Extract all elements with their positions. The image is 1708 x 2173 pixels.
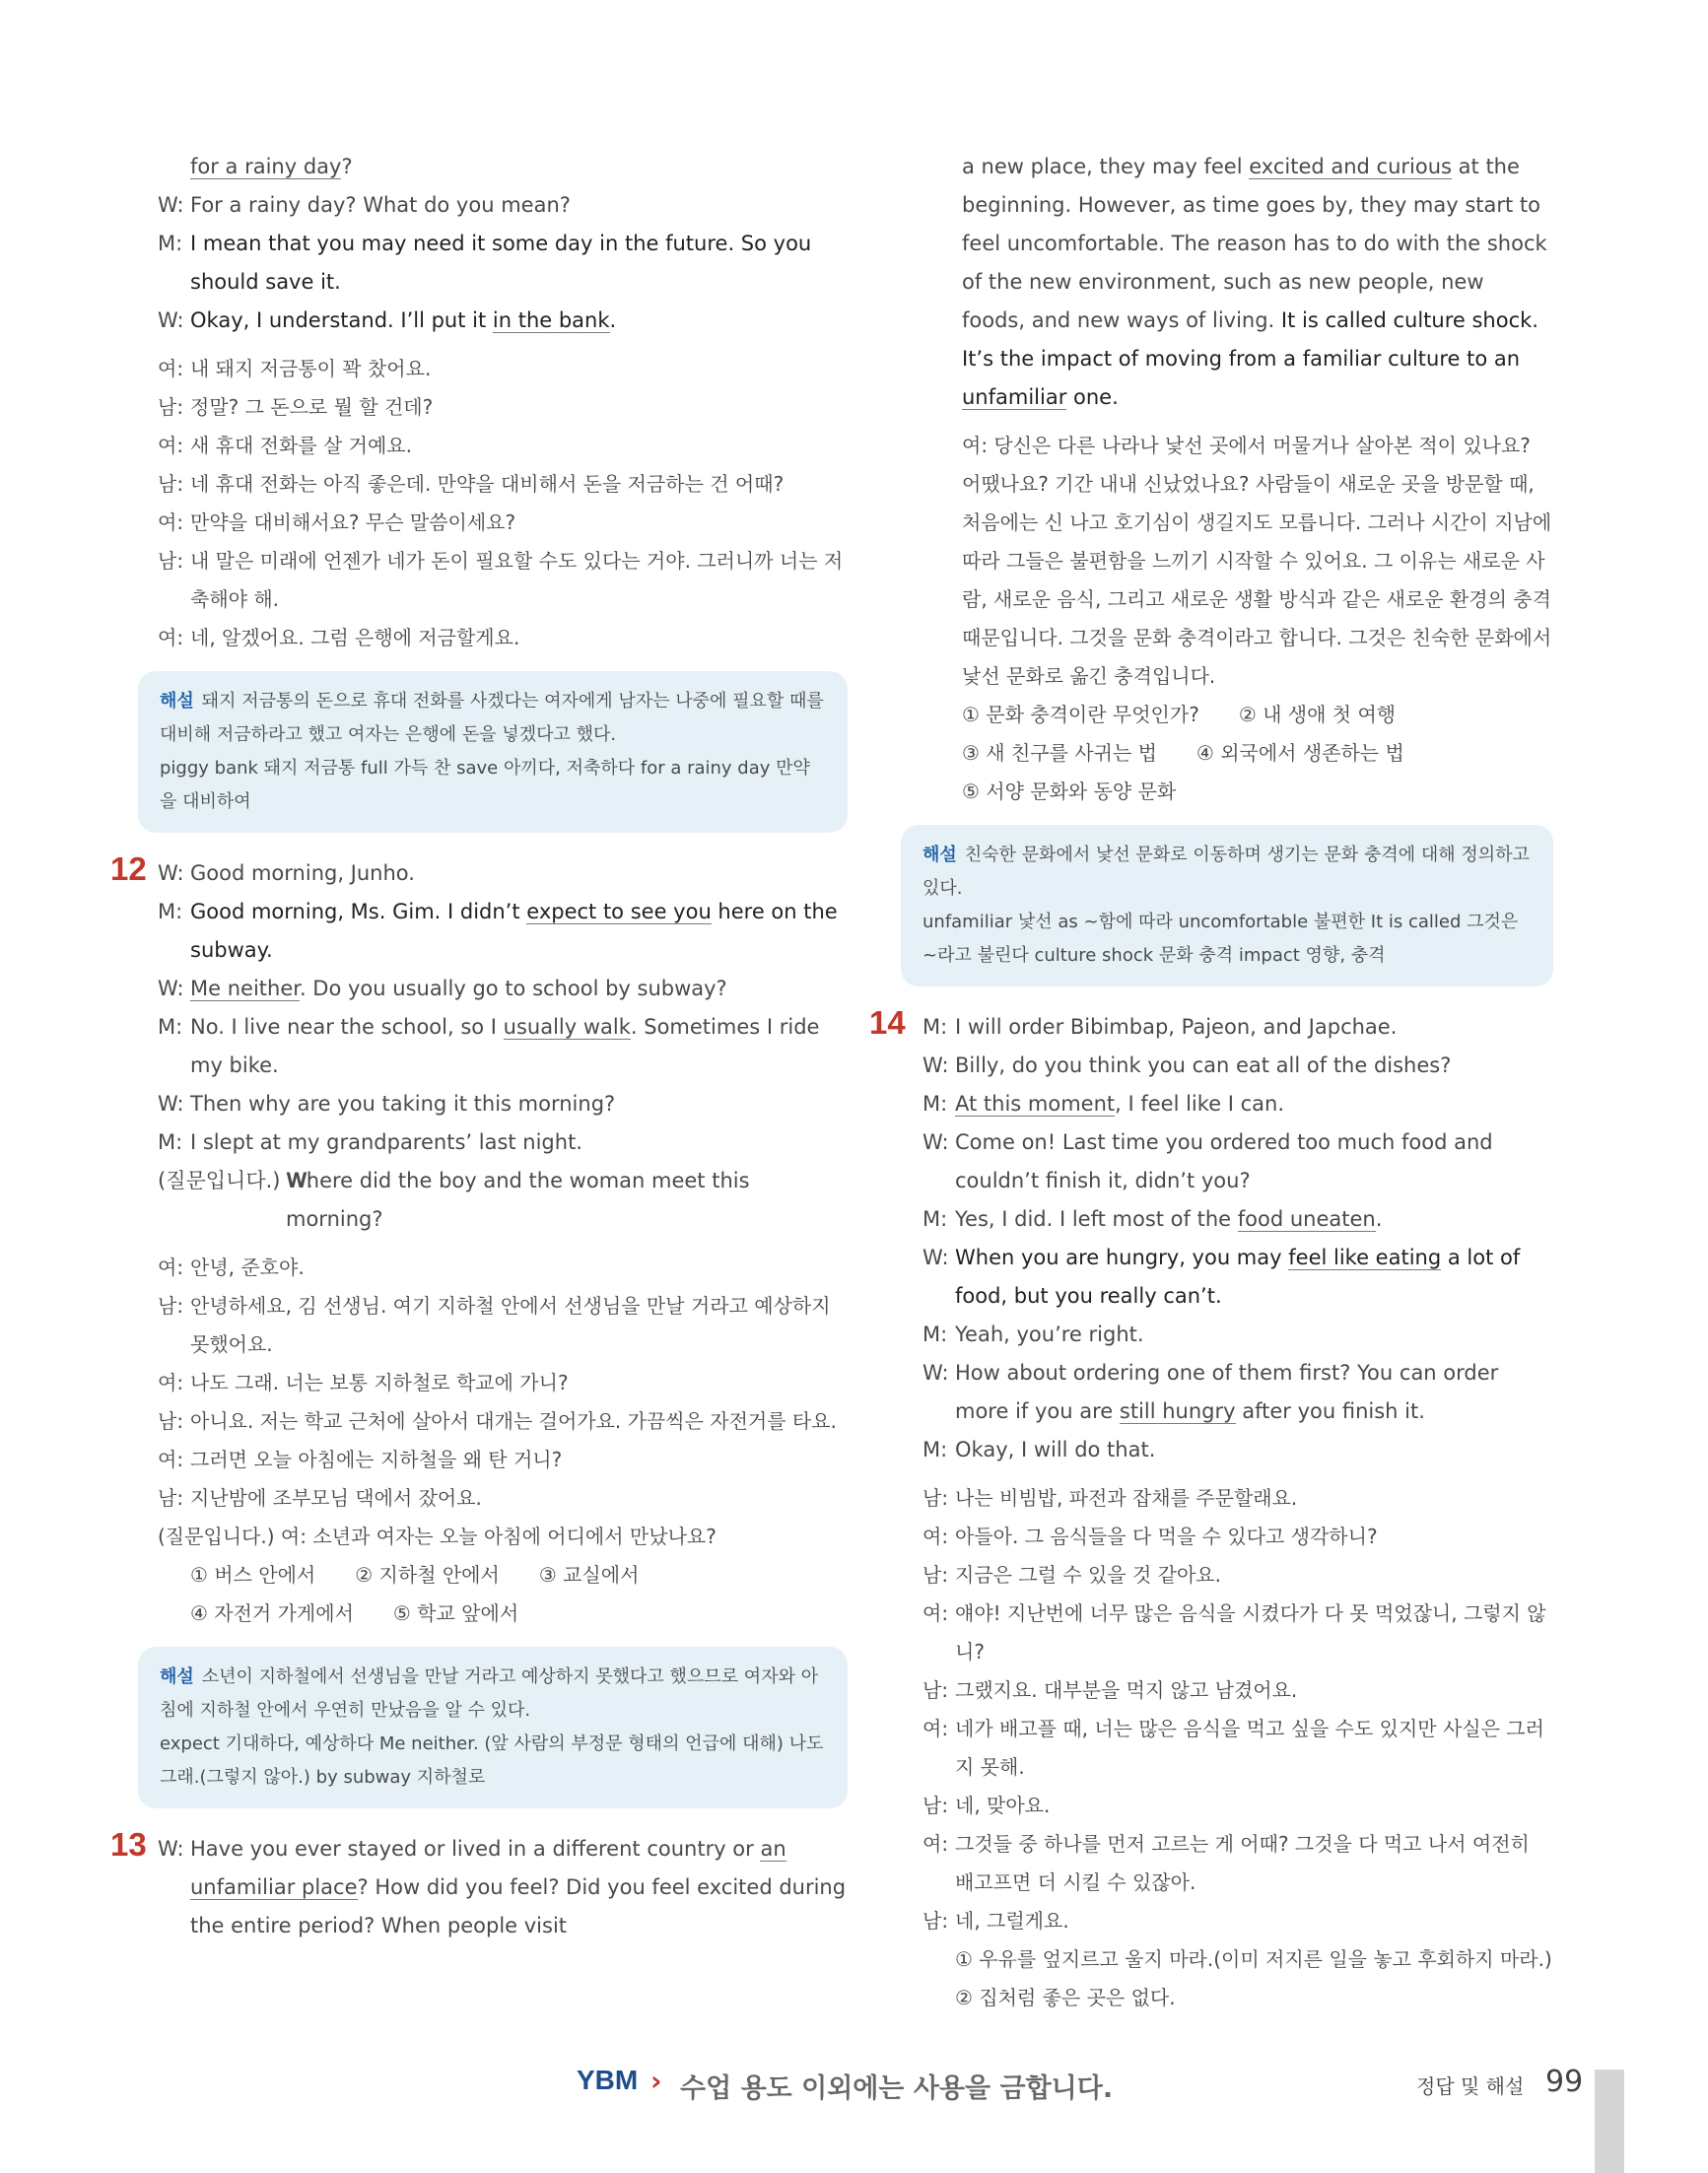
answer-option: ⑤ 서양 문화와 동양 문화 bbox=[962, 780, 1177, 803]
answer-option: ④ 자전거 가게에서 bbox=[190, 1601, 354, 1625]
line-text: For a rainy day? What do you mean? bbox=[190, 193, 571, 217]
speaker: M: bbox=[158, 1130, 183, 1154]
dialogue-line bbox=[158, 148, 848, 186]
line-text: 내 돼지 저금통이 꽉 찼어요. bbox=[190, 357, 432, 380]
translation-line bbox=[922, 1479, 1553, 1518]
translation-line bbox=[158, 1402, 848, 1441]
speaker: W: bbox=[922, 1361, 949, 1385]
line-text: Have you ever stayed or lived in a different country or an unfamiliar place? How did you feel? Did you feel excited during the entire period? When people visit bbox=[190, 1837, 847, 1937]
line-text: At this moment, I feel like I can. bbox=[955, 1092, 1285, 1116]
line-text: How about ordering one of them first? You can order more if you are still hungry after you finish it. bbox=[955, 1361, 1499, 1423]
line-text: a new place, they may feel excited and curious at the beginning. However, as time goes by, they may start to feel uncomfortable. The reason has to do with the shock of the new environment, such as new people, new foods, and new ways of living. It is called culture shock. It’s the impact of moving from a familiar culture to an unfamiliar one. bbox=[962, 155, 1547, 409]
question-text: Where did the boy and the woman meet this morning? bbox=[286, 1169, 750, 1231]
vocab-list: expect 기대하다, 예상하다 Me neither. (앞 사람의 부정문 형태의 언급에 대해) 나도 그래.(그렇지 않아.) by subway 지하철로 bbox=[160, 1733, 824, 1788]
translation-line bbox=[922, 1518, 1553, 1556]
line-text: 내 말은 미래에 언젠가 네가 돈이 필요할 수도 있다는 거야. 그러니까 너는 저축해야 해. bbox=[190, 549, 844, 611]
line-text: 네 휴대 전화는 아직 좋은데. 만약을 대비해서 돈을 저금하는 건 어때? bbox=[190, 472, 785, 496]
explanation-head: 해설 bbox=[922, 845, 957, 865]
translation-line bbox=[158, 1287, 848, 1364]
question-label: (질문입니다.) W: bbox=[158, 1169, 313, 1192]
speaker: M: bbox=[922, 1438, 948, 1461]
translation-line bbox=[158, 350, 848, 388]
line-text: 안녕, 준호야. bbox=[190, 1256, 305, 1279]
question-12 bbox=[110, 850, 848, 1808]
translation-line bbox=[158, 1249, 848, 1287]
translation-11 bbox=[158, 350, 848, 657]
line-text: for a rainy day? bbox=[190, 155, 353, 178]
line-text: Billy, do you think you can eat all of the dishes? bbox=[955, 1053, 1452, 1077]
answer-option: ② 지하철 안에서 bbox=[355, 1563, 500, 1587]
explanation-text: 친숙한 문화에서 낯선 문화로 이동하며 생기는 문화 충격에 대해 정의하고 있다. bbox=[922, 845, 1530, 899]
ybm-logo: YBM bbox=[577, 2065, 639, 2095]
explanation-box-11 bbox=[138, 671, 848, 833]
dialogue-line bbox=[158, 302, 848, 340]
speaker: 남: bbox=[158, 1409, 184, 1433]
explanation-head: 해설 bbox=[160, 691, 194, 712]
question-13 bbox=[110, 1826, 848, 1945]
speaker: W: bbox=[922, 1130, 949, 1154]
translation-line bbox=[158, 1364, 848, 1402]
question-number: 12 bbox=[110, 850, 147, 887]
line-text: Come on! Last time you ordered too much food and couldn’t finish it, didn’t you? bbox=[955, 1130, 1493, 1192]
line-text: No. I live near the school, so I usually walk. Sometimes I ride my bike. bbox=[190, 1015, 820, 1077]
line-text: 얘야! 지난번에 너무 많은 음식을 시켰다가 다 못 먹었잖니, 그렇지 않니? bbox=[955, 1601, 1546, 1664]
speaker: 여: bbox=[922, 1525, 949, 1548]
line-text: When you are hungry, you may feel like eating a lot of food, but you really can’t. bbox=[955, 1246, 1521, 1308]
line-text: 네, 맞아요. bbox=[955, 1794, 1051, 1817]
speaker: M: bbox=[158, 1015, 183, 1039]
speaker: M: bbox=[922, 1092, 948, 1116]
page-label: 정답 및 해설 bbox=[1416, 2074, 1525, 2098]
speaker: M: bbox=[922, 1323, 948, 1346]
speaker: 여: bbox=[158, 510, 184, 534]
dialogue-line bbox=[922, 1047, 1553, 1085]
answer-option: ② 내 생애 첫 여행 bbox=[1238, 703, 1397, 726]
dialogue-12 bbox=[158, 854, 848, 1162]
translation-line bbox=[158, 465, 848, 504]
speaker: W: bbox=[158, 193, 184, 217]
speaker: 남: bbox=[158, 549, 184, 573]
explanation-box-12 bbox=[138, 1647, 848, 1808]
dialogue-line bbox=[158, 970, 848, 1008]
speaker: W: bbox=[922, 1246, 949, 1269]
speaker: 남: bbox=[158, 1486, 184, 1510]
answer-option: ③ 새 친구를 사귀는 법 bbox=[962, 741, 1157, 765]
speaker: 여: bbox=[922, 1832, 949, 1856]
footer bbox=[0, 2065, 1708, 2104]
line-text: Okay, I will do that. bbox=[955, 1438, 1156, 1461]
line-text: Yes, I did. I left most of the food uneaten. bbox=[955, 1207, 1383, 1231]
dialogue-line bbox=[158, 893, 848, 970]
speaker: 남: bbox=[158, 472, 184, 496]
answer-option: ① 버스 안에서 bbox=[190, 1563, 316, 1587]
speaker: 여: bbox=[922, 1717, 949, 1740]
answer-option: ① 우유를 엎지르고 울지 마라.(이미 저지른 일을 놓고 후회하지 마라.) bbox=[955, 1947, 1552, 1971]
question-line bbox=[158, 1162, 848, 1239]
translation-line bbox=[158, 542, 848, 619]
line-text: Then why are you taking it this morning? bbox=[190, 1092, 616, 1116]
translation-line bbox=[158, 1479, 848, 1518]
answer-option: ④ 외국에서 생존하는 법 bbox=[1196, 741, 1404, 765]
translation-line bbox=[922, 1787, 1553, 1825]
line-text: 그랬지요. 대부분을 먹지 않고 남겼어요. bbox=[955, 1678, 1298, 1702]
line-text: Good morning, Junho. bbox=[190, 861, 415, 885]
speaker: W: bbox=[158, 1092, 184, 1116]
translation-line bbox=[922, 1595, 1553, 1671]
line-text: I slept at my grandparents’ last night. bbox=[190, 1130, 582, 1154]
line-text: 새 휴대 전화를 살 거예요. bbox=[190, 434, 412, 457]
dialogue-14 bbox=[922, 1008, 1553, 1469]
dialogue-line bbox=[158, 1008, 848, 1085]
line-text: 만약을 대비해서요? 무슨 말씀이세요? bbox=[190, 510, 516, 534]
dialogue-line bbox=[922, 1431, 1553, 1469]
translation-line bbox=[158, 427, 848, 465]
line-text: 네, 알겠어요. 그럼 은행에 저금할게요. bbox=[190, 626, 520, 649]
speaker: 여: bbox=[922, 1601, 949, 1625]
question-13-continued bbox=[893, 148, 1553, 417]
speaker: 여: bbox=[158, 434, 184, 457]
translation-line bbox=[922, 1710, 1553, 1787]
line-text: I mean that you may need it some day in the future. So you should save it. bbox=[190, 232, 812, 294]
line-text: 아들아. 그 음식들을 다 먹을 수 있다고 생각하니? bbox=[955, 1525, 1378, 1548]
line-text: 그러면 오늘 아침에는 지하철을 왜 탄 거니? bbox=[190, 1448, 563, 1471]
speaker: W: bbox=[158, 1837, 184, 1861]
speaker: W: bbox=[158, 861, 184, 885]
dialogue-11 bbox=[158, 148, 848, 340]
answer-option: ⑤ 학교 앞에서 bbox=[392, 1601, 519, 1625]
dialogue-line bbox=[158, 1830, 848, 1945]
question-14 bbox=[869, 1004, 1553, 2017]
translation-line bbox=[922, 1671, 1553, 1710]
speaker: M: bbox=[158, 232, 183, 255]
line-text: 지난밤에 조부모님 댁에서 잤어요. bbox=[190, 1486, 482, 1510]
speaker: M: bbox=[922, 1207, 948, 1231]
line-text: 네가 배고플 때, 너는 많은 음식을 먹고 싶을 수도 있지만 사실은 그러지 못해. bbox=[955, 1717, 1544, 1779]
speaker: W: bbox=[158, 977, 184, 1000]
options-13 bbox=[893, 696, 1553, 811]
translation-line bbox=[158, 619, 848, 657]
speaker: W: bbox=[922, 1053, 949, 1077]
translation-line bbox=[922, 1825, 1553, 1902]
speaker: 여: bbox=[158, 626, 184, 649]
speaker: 남: bbox=[158, 1294, 184, 1318]
translation-text: 여: 당신은 다른 나라나 낯선 곳에서 머물거나 살아본 적이 있나요? 어땠나요? 기간 내내 신났었나요? 사람들이 새로운 곳을 방문할 때, 처음에는 신 나고 호기심이 생길지도 모릅니다. 그러나 시간이 지남에 따라 그들은 불편함을 느끼기 시작할 수 있어요. 그 이유는 새로운 사람, 새로운 음식, 그리고 새로운 생활 방식과 같은 새로운 환경의 충격 때문입니다. 그것을 문화 충격이라고 합니다. 그것은 친숙한 문화에서 낯선 문화로 옮긴 충격입니다. bbox=[962, 434, 1552, 688]
translation-line bbox=[922, 1556, 1553, 1595]
options-12 bbox=[158, 1556, 848, 1633]
translation-14 bbox=[922, 1479, 1553, 1940]
dialogue-line bbox=[922, 1354, 1553, 1431]
page-edge-tab bbox=[1595, 2070, 1624, 2173]
speaker: 남: bbox=[922, 1794, 949, 1817]
line-text: Good morning, Ms. Gim. I didn’t expect to see you here on the subway. bbox=[190, 900, 838, 962]
chevron-right-icon: › bbox=[650, 2065, 662, 2097]
explanation-box-13 bbox=[901, 825, 1553, 986]
translation-line bbox=[158, 388, 848, 427]
usage-notice: 수업 용도 이외에는 사용을 금합니다. bbox=[680, 2073, 1114, 2104]
dialogue-line bbox=[922, 1316, 1553, 1354]
dialogue-line bbox=[158, 1085, 848, 1123]
translation-line bbox=[158, 1441, 848, 1479]
line-text: 나는 비빔밥, 파전과 잡채를 주문할래요. bbox=[955, 1486, 1298, 1510]
speaker: 여: bbox=[158, 1256, 184, 1279]
options-14 bbox=[922, 1940, 1553, 2017]
line-text: 그것들 중 하나를 먼저 고르는 게 어때? 그것을 다 먹고 나서 여전히 배고프면 더 시킬 수 있잖아. bbox=[955, 1832, 1530, 1894]
explanation-text: 돼지 저금통의 돈으로 휴대 전화를 사겠다는 여자에게 남자는 나중에 필요할 때를 대비해 저금하라고 했고 여자는 은행에 돈을 넣겠다고 했다. bbox=[160, 691, 824, 745]
line-text: 네, 그럴게요. bbox=[955, 1909, 1069, 1933]
line-text: Okay, I understand. I’ll put it in the bank. bbox=[190, 308, 617, 332]
vocab-list: unfamiliar 낯선 as ~함에 따라 uncomfortable 불편한 It is called 그것은 ~라고 불린다 culture shock 문화 충격 impact 영향, 충격 bbox=[922, 912, 1519, 966]
translation-line: (질문입니다.) 여: 소년과 여자는 오늘 아침에 어디에서 만났나요? bbox=[158, 1525, 717, 1548]
speaker: 남: bbox=[922, 1563, 949, 1587]
line-text: 안녕하세요, 김 선생님. 여기 지하철 안에서 선생님을 만날 거라고 예상하지 못했어요. bbox=[190, 1294, 831, 1356]
question-number: 14 bbox=[869, 1004, 906, 1041]
speaker: 여: bbox=[158, 1448, 184, 1471]
dialogue-line bbox=[158, 225, 848, 302]
translation-13 bbox=[893, 427, 1553, 696]
speaker: W: bbox=[158, 308, 184, 332]
speaker: 남: bbox=[922, 1678, 949, 1702]
answer-option: ② 집처럼 좋은 곳은 없다. bbox=[955, 1986, 1176, 2009]
speaker: 남: bbox=[922, 1486, 949, 1510]
dialogue-line bbox=[922, 1123, 1553, 1200]
speaker: 여: bbox=[158, 357, 184, 380]
explanation-text: 소년이 지하철에서 선생님을 만날 거라고 예상하지 못했다고 했으므로 여자와 아침에 지하철 안에서 우연히 만났음을 알 수 있다. bbox=[160, 1666, 819, 1721]
right-column bbox=[869, 148, 1553, 2017]
speaker: M: bbox=[922, 1015, 948, 1039]
line-text: Yeah, you’re right. bbox=[955, 1323, 1144, 1346]
line-text: 지금은 그럴 수 있을 것 같아요. bbox=[955, 1563, 1221, 1587]
question-number: 13 bbox=[110, 1826, 147, 1863]
dialogue-line bbox=[922, 1008, 1553, 1047]
dialogue-line bbox=[158, 854, 848, 893]
speaker: 남: bbox=[158, 395, 184, 419]
dialogue-line bbox=[158, 1123, 848, 1162]
answer-option: ③ 교실에서 bbox=[538, 1563, 640, 1587]
translation-12 bbox=[158, 1249, 848, 1556]
translation-line bbox=[922, 1902, 1553, 1940]
dialogue-line bbox=[158, 186, 848, 225]
dialogue-line bbox=[922, 1239, 1553, 1316]
dialogue-line bbox=[922, 1085, 1553, 1123]
line-text: 아니요. 저는 학교 근처에 살아서 대개는 걸어가요. 가끔씩은 자전거를 타요. bbox=[190, 1409, 837, 1433]
speaker: M: bbox=[158, 900, 183, 923]
explanation-head: 해설 bbox=[160, 1666, 194, 1687]
line-text: 나도 그래. 너는 보통 지하철로 학교에 가니? bbox=[190, 1371, 569, 1394]
line-text: Me neither. Do you usually go to school by subway? bbox=[190, 977, 727, 1000]
page-number: 99 bbox=[1545, 2065, 1584, 2099]
dialogue-line bbox=[922, 1200, 1553, 1239]
speaker: 남: bbox=[922, 1909, 949, 1933]
line-text: 정말? 그 돈으로 뭘 할 건데? bbox=[190, 395, 434, 419]
answer-option: ① 문화 충격이란 무엇인가? bbox=[962, 703, 1199, 726]
line-text: I will order Bibimbap, Pajeon, and Japchae. bbox=[955, 1015, 1398, 1039]
speaker: 여: bbox=[158, 1371, 184, 1394]
vocab-list: piggy bank 돼지 저금통 full 가득 찬 save 아끼다, 저축하다 for a rainy day 만약을 대비하여 bbox=[160, 758, 810, 812]
translation-line bbox=[158, 504, 848, 542]
left-column bbox=[110, 148, 848, 1945]
